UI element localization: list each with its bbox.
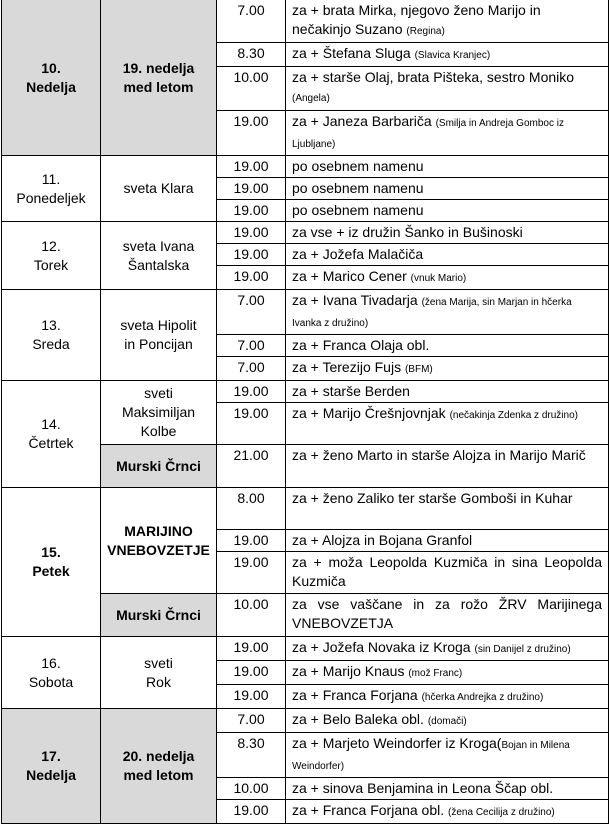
intention-text: za + Alojza in Bojana Granfol xyxy=(292,532,473,548)
feast-line: 20. nedelja xyxy=(122,748,195,764)
feast-cell xyxy=(101,709,217,824)
mass-time: 19.00 xyxy=(217,552,286,594)
intention-donor: (Regina) xyxy=(406,26,445,37)
day-name: Nedelja xyxy=(26,767,76,783)
intention-text: za + starše Olaj, brata Pišteka, sestro Moniko xyxy=(292,69,575,85)
intention-text: za + moža Leopolda Kuzmiča in sina Leopolda Kuzmiča xyxy=(292,554,602,589)
mass-intention xyxy=(286,43,609,67)
feast-line: sveti xyxy=(144,385,173,401)
day-name: Nedelja xyxy=(26,78,76,95)
feast-line: Kolbe xyxy=(140,423,177,439)
mass-time: 19.00 xyxy=(217,530,286,552)
day-cell xyxy=(2,488,101,637)
feast-line: Šantalska xyxy=(127,256,190,273)
feast-line: med letom xyxy=(123,767,194,783)
mass-time: 8.30 xyxy=(217,43,286,67)
location-cell: Murski Črnci xyxy=(101,594,217,637)
intention-text: za + Janeza Barbariča xyxy=(292,113,432,129)
intention-donor: (sin Danijel z družino) xyxy=(474,644,571,655)
intention-donor: (Smilja in Andreja Gomboc iz Ljubljane) xyxy=(292,118,564,150)
location-cell: Murski Črnci xyxy=(101,445,217,488)
mass-intention xyxy=(286,445,609,488)
feast-line: VNEBOVZETJE xyxy=(107,541,210,558)
intention-text: za + Marijo Knaus xyxy=(292,663,405,679)
intention-donor: (domači) xyxy=(427,716,467,727)
intention-text: za + Štefana Sluga xyxy=(292,45,411,61)
mass-time: 7.00 xyxy=(217,335,286,357)
day-cell xyxy=(2,290,101,381)
intention-text: za + Jožefa Novaka iz Kroga xyxy=(292,639,471,655)
intention-text: za + Marico Cener xyxy=(292,268,407,284)
feast-line: sveti xyxy=(144,654,173,671)
day-name: Ponedeljek xyxy=(16,189,86,206)
mass-time: 19.00 xyxy=(217,685,286,709)
mass-intention xyxy=(286,530,609,552)
mass-intention xyxy=(286,111,609,156)
intention-donor: (mož Franc) xyxy=(408,668,463,679)
feast-line: sveta Hipolit xyxy=(120,317,197,333)
intention-donor: (BFM) xyxy=(404,364,433,375)
feast-cell xyxy=(101,381,217,445)
mass-time: 19.00 xyxy=(217,381,286,403)
intention-donor: Bojan in Milena Weindorfer) xyxy=(292,740,570,772)
feast-line: in Poncijan xyxy=(124,336,193,352)
intention-text: za + Franca Olaja obl. xyxy=(292,337,430,353)
day-cell xyxy=(2,709,101,824)
mass-intention xyxy=(286,0,609,43)
mass-time: 19.00 xyxy=(217,403,286,445)
intention-text: za + brata Mirka, njegovo ženo Marijo in nečakinjo Suzano xyxy=(292,2,541,37)
day-name: Četrtek xyxy=(28,435,74,451)
mass-time: 7.00 xyxy=(217,709,286,733)
feast-cell xyxy=(101,488,217,594)
intention-text: po osebnem namenu xyxy=(292,202,424,218)
intention-donor: (Slavica Kranjec) xyxy=(414,50,491,61)
mass-intention xyxy=(286,488,609,530)
day-name: Petek xyxy=(32,563,70,579)
intention-donor: (vnuk Mario) xyxy=(410,273,467,284)
mass-time: 10.00 xyxy=(217,778,286,800)
mass-time: 19.00 xyxy=(217,111,286,156)
mass-intention xyxy=(286,156,609,178)
intention-donor: (hčerka Andrejka z družino) xyxy=(421,692,544,703)
feast-line: Rok xyxy=(146,673,171,690)
day-cell xyxy=(2,222,101,290)
day-number: 17. xyxy=(41,748,61,764)
table-row xyxy=(2,0,609,43)
mass-intention xyxy=(286,67,609,111)
mass-intention xyxy=(286,335,609,357)
intention-text: za + ženo Marto in starše Alojza in Marijo Marič xyxy=(292,447,586,463)
feast-cell xyxy=(101,637,217,709)
table-row xyxy=(2,222,609,244)
day-name: Torek xyxy=(33,256,69,273)
mass-intention xyxy=(286,222,609,244)
mass-time: 7.00 xyxy=(217,357,286,381)
mass-time: 19.00 xyxy=(217,156,286,178)
day-number: 16. xyxy=(41,654,61,671)
intention-text: za + Ivana Tivadarja xyxy=(292,292,418,308)
mass-intention xyxy=(286,266,609,290)
intention-text: za + Jožefa Malačiča xyxy=(292,246,424,262)
feast-cell xyxy=(101,290,217,381)
feast-cell xyxy=(101,156,217,222)
intention-text: za + Franca Forjana obl. xyxy=(292,802,445,818)
mass-time: 8.00 xyxy=(217,488,286,530)
day-name: Sobota xyxy=(28,673,74,690)
intention-text: za + Terezijo Fujs xyxy=(292,359,402,375)
table-row xyxy=(2,709,609,733)
intention-text: po osebnem namenu xyxy=(292,180,424,196)
feast-cell xyxy=(101,0,217,156)
feast-cell xyxy=(101,222,217,290)
feast-line: 19. nedelja xyxy=(122,59,195,76)
table-row xyxy=(2,488,609,530)
intention-text: za vse vaščane in za rožo ŽRV Marijinega VNEBOVZETJA xyxy=(292,596,602,631)
mass-intention xyxy=(286,778,609,800)
intention-text: za + Marjeto Weindorfer iz Kroga( xyxy=(292,735,502,751)
mass-intention xyxy=(286,637,609,661)
day-cell xyxy=(2,156,101,222)
mass-time: 10.00 xyxy=(217,67,286,111)
feast-line: sveta Ivana xyxy=(122,237,195,254)
day-cell xyxy=(2,0,101,156)
mass-time: 8.30 xyxy=(217,733,286,778)
mass-intention xyxy=(286,381,609,403)
table-row xyxy=(2,156,609,178)
intention-donor: (nečakinja Zdenka z družino) xyxy=(449,410,578,421)
day-number: 11. xyxy=(41,170,61,187)
intention-text: za + ženo Zaliko ter starše Gomboši in Kuhar xyxy=(292,490,573,506)
mass-intention xyxy=(286,800,609,824)
mass-time: 21.00 xyxy=(217,445,286,488)
feast-line: MARIJINO xyxy=(124,522,193,539)
intention-donor: (Angela) xyxy=(292,93,330,104)
feast-line: med letom xyxy=(123,78,194,95)
day-cell xyxy=(2,637,101,709)
day-cell xyxy=(2,381,101,488)
mass-intention xyxy=(286,357,609,381)
table-row xyxy=(2,290,609,335)
table-row xyxy=(2,637,609,661)
mass-intention xyxy=(286,709,609,733)
day-number: 12. xyxy=(41,237,61,254)
intention-text: za + sinova Benjamina in Leona Ščap obl. xyxy=(292,780,554,796)
mass-time: 7.00 xyxy=(217,0,286,43)
intention-text: za + Belo Baleka obl. xyxy=(292,711,424,727)
intention-donor: (žena Cecilija z družino) xyxy=(448,807,555,818)
day-number: 15. xyxy=(41,544,61,560)
day-number: 13. xyxy=(41,317,61,333)
day-name: Sreda xyxy=(32,336,70,352)
intention-text: za vse + iz družin Šanko in Bušinoski xyxy=(292,224,523,240)
day-number: 14. xyxy=(41,416,61,432)
mass-intention xyxy=(286,552,609,594)
mass-schedule-table xyxy=(1,0,609,824)
mass-intention xyxy=(286,594,609,637)
intention-text: za + starše Berden xyxy=(292,383,410,399)
intention-donor: (žena Marija, sin Marjan in hčerka Ivanka z družino) xyxy=(292,297,572,329)
mass-time: 10.00 xyxy=(217,594,286,637)
mass-time: 19.00 xyxy=(217,178,286,200)
intention-text: za + Franca Forjana xyxy=(292,687,418,703)
intention-text: za + Marijo Črešnjovnjak xyxy=(292,405,446,421)
feast-line: sveta Klara xyxy=(123,180,194,196)
mass-time: 19.00 xyxy=(217,266,286,290)
intention-text: po osebnem namenu xyxy=(292,158,424,174)
mass-intention xyxy=(286,244,609,266)
mass-intention xyxy=(286,200,609,222)
day-number: 10. xyxy=(41,59,61,76)
feast-line: Maksimiljan xyxy=(121,404,196,420)
mass-intention xyxy=(286,178,609,200)
mass-intention xyxy=(286,733,609,778)
mass-time: 7.00 xyxy=(217,290,286,335)
mass-intention xyxy=(286,403,609,445)
mass-time: 19.00 xyxy=(217,637,286,661)
mass-time: 19.00 xyxy=(217,800,286,824)
mass-time: 19.00 xyxy=(217,200,286,222)
mass-time: 19.00 xyxy=(217,222,286,244)
mass-time: 19.00 xyxy=(217,244,286,266)
table-row xyxy=(2,381,609,403)
mass-intention xyxy=(286,290,609,335)
mass-intention xyxy=(286,685,609,709)
mass-intention xyxy=(286,661,609,685)
mass-time: 19.00 xyxy=(217,661,286,685)
